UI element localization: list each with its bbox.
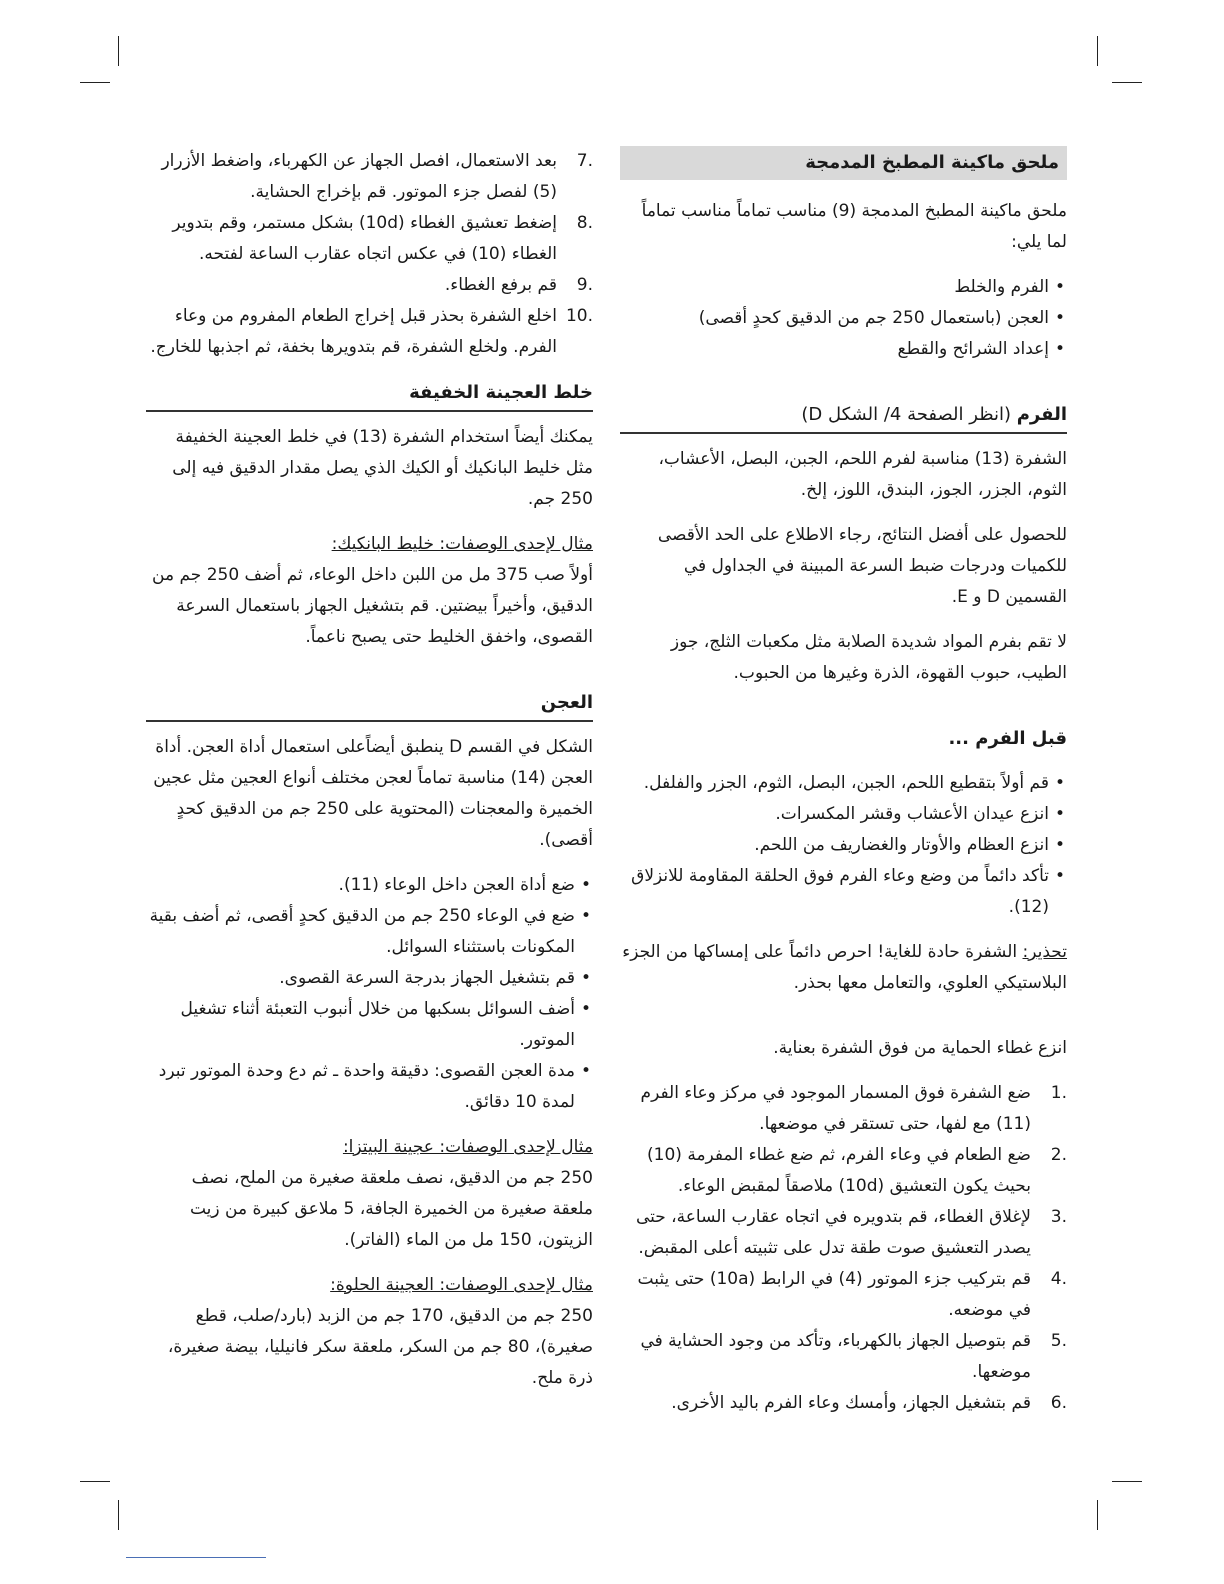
steps-list-continued: [146, 146, 593, 363]
pizza-text: 250 جم من الدقيق، نصف ملعقة صغيرة من الملح، نصف ملعقة صغيرة من الخميرة الجافة، 5 ملاعق كبيرة من زيت الزيتون، 150 مل من الماء (الفاتر).: [189, 1168, 593, 1250]
step-text: ضع الطعام في وعاء الفرم، ثم ضع غطاء المفرمة (10) بحيث يكون التعشيق (10d) ملاصقاً لمقبض الوعاء.: [647, 1145, 1031, 1196]
step-text: ضع الشفرة فوق المسمار الموجود في مركز وعاء الفرم (11) مع لفها، حتى تستقر في موضعها.: [640, 1083, 1031, 1134]
step-text: قم برفع الغطاء.: [444, 275, 557, 295]
list-item: • الفرم والخلط: [620, 272, 1049, 303]
sweet-dough-text: 250 جم من الدقيق، 170 جم من الزبد (بارد/صلب، قطع صغيرة)، 80 جم من السكر، ملعقة سكر فانيليا، بيضة صغيرة، ذرة ملح.: [167, 1306, 593, 1388]
step-number: 3.: [1050, 1207, 1067, 1227]
list-item: • انزع العظام والأوتار والغضاريف من اللحم.: [620, 830, 1049, 861]
step-text: إضغط تعشيق الغطاء (10d) بشكل مستمر، وقم بتدوير الغطاء (10) في عكس اتجاه عقارب الساعة لفتحه.: [172, 213, 557, 264]
step-number: 5.: [1050, 1331, 1067, 1351]
crop-mark: [1112, 82, 1142, 83]
batter-paragraph: يمكنك أيضاً استخدام الشفرة (13) في خلط العجينة الخفيفة مثل خليط البانكيك أو الكيك الذي يصل مقدار الدقيق فيه إلى 250 جم.: [172, 427, 593, 509]
step-item: [146, 146, 593, 208]
list-item: • قم بتشغيل الجهاز بدرجة السرعة القصوى.: [146, 963, 575, 994]
kneading-paragraph: الشكل في القسم D ينطبق أيضاًعلى استعمال أداة العجن. أداة العجن (14) مناسبة تماماً لعجن مختلف أنواع العجين مثل عجين الخميرة والمعجنات (المحتوية على 250 جم من الدقيق كحدٍ أقصى).: [153, 737, 593, 850]
warning-label: تحذير:: [1022, 942, 1067, 962]
step-item: [620, 1388, 1067, 1419]
crop-mark: [1097, 1500, 1098, 1530]
step-item: [620, 1326, 1067, 1388]
section-title: ملحق ماكينة المطبخ المدمجة: [620, 146, 1067, 180]
step-item: [146, 270, 593, 301]
step-number: 4.: [1050, 1269, 1067, 1289]
batter-heading: خلط العجينة الخفيفة: [146, 377, 593, 412]
mincing-heading-rest: (انظر الصفحة 4/ الشكل D): [801, 404, 1017, 425]
list-item: • ضع أداة العجن داخل الوعاء (11).: [146, 870, 575, 901]
step-text: قم بتوصيل الجهاز بالكهرباء، وتأكد من وجود الحشاية في موضعها.: [640, 1331, 1031, 1382]
step-text: قم بتركيب جزء الموتور (4) في الرابط (10a) حتى يثبت في موضعه.: [637, 1269, 1031, 1320]
crop-mark: [80, 82, 110, 83]
kneading-heading: العجن: [146, 687, 593, 722]
list-item: • انزع عيدان الأعشاب وقشر المكسرات.: [620, 799, 1049, 830]
step-item: [620, 1264, 1067, 1326]
step-text: بعد الاستعمال، افصل الجهاز عن الكهرباء، واضغط الأزرار (5) لفصل جزء الموتور. قم بإخراج الحشاية.: [161, 151, 557, 202]
step-item: [146, 208, 593, 270]
list-item: • إعداد الشرائح والقطع: [620, 334, 1049, 365]
step-number: 8.: [576, 213, 593, 233]
pizza-label: مثال لإحدى الوصفات: عجينة البيتزا:: [342, 1137, 593, 1157]
step-item: [620, 1202, 1067, 1264]
before-mincing-heading: قبل الفرم ...: [948, 728, 1067, 749]
sweet-dough-label: مثال لإحدى الوصفات: العجينة الحلوة:: [330, 1275, 593, 1295]
step-text: قم بتشغيل الجهاز، وأمسك وعاء الفرم باليد الأخرى.: [671, 1393, 1031, 1413]
list-item: • العجن (باستعمال 250 جم من الدقيق كحدٍ أقصى): [620, 303, 1049, 334]
step-text: اخلع الشفرة بحذر قبل إخراج الطعام المفروم من وعاء الفرم. ولخلع الشفرة، قم بتدويرها بخفة، ثم اجذبها للخارج.: [150, 306, 557, 357]
intro-text: ملحق ماكينة المطبخ المدمجة (9) مناسب تماماً مناسب تماماً لما يلي:: [641, 201, 1067, 252]
step-item: [146, 301, 593, 363]
step-number: 7.: [576, 151, 593, 171]
crop-mark: [118, 1500, 119, 1530]
crop-mark: [1112, 1481, 1142, 1482]
step-item: [620, 1078, 1067, 1140]
list-item: • ضع في الوعاء 250 جم من الدقيق كحدٍ أقصى، ثم أضف بقية المكونات باستثناء السوائل.: [146, 901, 575, 963]
mincing-heading-bold: الفرم: [1016, 404, 1067, 425]
before-mincing-list: [620, 768, 1067, 923]
step-number: 2.: [1050, 1145, 1067, 1165]
steps-list: [620, 1078, 1067, 1419]
mincing-paragraph: لا تقم بفرم المواد شديدة الصلابة مثل مكعبات الثلج، جوز الطيب، حبوب القهوة، الذرة وغيرها من الحبوب.: [670, 632, 1067, 683]
mincing-paragraph: للحصول على أفضل النتائج، رجاء الاطلاع على الحد الأقصى للكميات ودرجات ضبط السرعة المبينة في الجداول في القسمين D و E.: [657, 525, 1067, 607]
right-column: [620, 146, 1067, 1433]
uses-list: [620, 272, 1067, 365]
footer-rule: [126, 1557, 266, 1558]
step-number: 1.: [1050, 1083, 1067, 1103]
list-item: • أضف السوائل بسكبها من خلال أنبوب التعبئة أثناء تشغيل الموتور.: [146, 994, 575, 1056]
step-number: 6.: [1050, 1393, 1067, 1413]
crop-mark: [118, 36, 119, 66]
step-item: [620, 1140, 1067, 1202]
mincing-heading: [620, 399, 1067, 434]
remove-cover-text: انزع غطاء الحماية من فوق الشفرة بعناية.: [773, 1038, 1067, 1058]
step-number: 10.: [565, 306, 593, 326]
warning-paragraph: [620, 937, 1067, 999]
kneading-list: [146, 870, 593, 1118]
step-number: 9.: [576, 275, 593, 295]
crop-mark: [1097, 36, 1098, 66]
pancake-text: أولاً صب 375 مل من اللبن داخل الوعاء، ثم أضف 250 جم من الدقيق، وأخيراً بيضتين. قم بتشغيل الجهاز باستعمال السرعة القصوى، واخفق الخليط حتى يصبح ناعماً.: [152, 565, 593, 647]
mincing-paragraph: الشفرة (13) مناسبة لفرم اللحم، الجبن، البصل، الأعشاب، الثوم، الجزر، الجوز، البندق، اللوز، إلخ.: [658, 449, 1067, 500]
list-item: • تأكد دائماً من وضع وعاء الفرم فوق الحلقة المقاومة للانزلاق (12).: [620, 861, 1049, 923]
step-text: لإغلاق الغطاء، قم بتدويره في اتجاه عقارب الساعة، حتى يصدر التعشيق صوت طقة تدل على تثبيته أعلى المقبض.: [635, 1207, 1031, 1258]
list-item: • قم أولاً بتقطيع اللحم، الجبن، البصل، الثوم، الجزر والفلفل.: [620, 768, 1049, 799]
crop-mark: [80, 1481, 110, 1482]
warning-text: الشفرة حادة للغاية! احرص دائماً على إمساكها من الجزء البلاستيكي العلوي، والتعامل معها بحذر.: [622, 942, 1067, 993]
left-column: [146, 146, 593, 1408]
pancake-label: مثال لإحدى الوصفات: خليط البانكيك:: [331, 534, 593, 554]
list-item: • مدة العجن القصوى: دقيقة واحدة ـ ثم دع وحدة الموتور تبرد لمدة 10 دقائق.: [146, 1056, 575, 1118]
